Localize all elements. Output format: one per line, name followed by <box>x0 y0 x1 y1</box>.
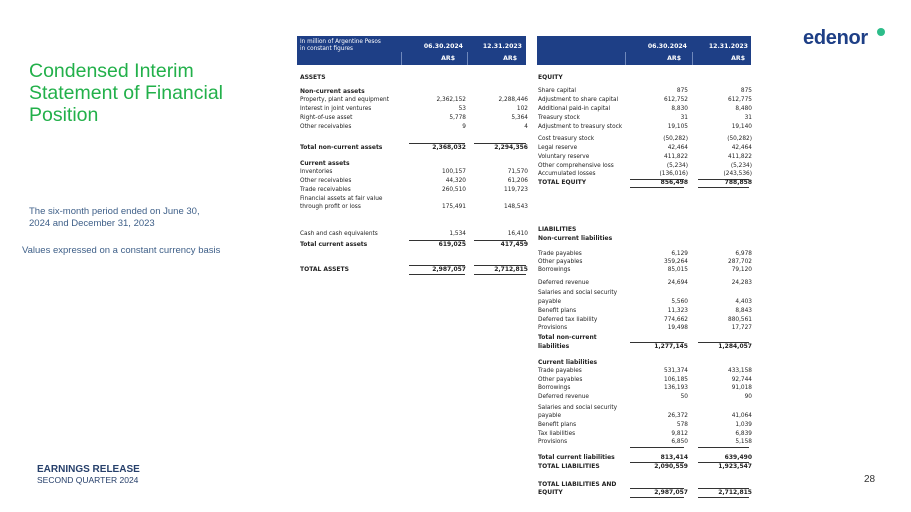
row-value-prior: 31 <box>744 115 752 121</box>
row-label: Current assets <box>300 160 350 167</box>
row-value-current: 774,662 <box>664 317 688 323</box>
row-value-current: 44,320 <box>445 178 466 184</box>
row-label: Other comprehensive loss <box>538 163 614 169</box>
row-label: Benefit plans <box>538 422 577 428</box>
row-value-prior: 119,723 <box>504 187 528 193</box>
row-value-prior: 4 <box>524 124 528 130</box>
row-value-current: (5,234) <box>666 163 688 169</box>
table-row <box>300 230 528 239</box>
row-value-current: 31 <box>680 115 688 121</box>
table-row <box>300 114 528 123</box>
row-label: Financial assets at fair value <box>300 196 383 202</box>
total-rule <box>409 265 465 266</box>
row-label: Cash and cash equivalents <box>300 231 378 237</box>
table-row <box>538 453 752 462</box>
row-value-current: 19,105 <box>667 124 688 130</box>
table-row <box>538 279 752 288</box>
row-value-prior: 17,727 <box>731 325 752 331</box>
row-value-current: 411,822 <box>664 154 688 160</box>
table-row <box>300 123 528 132</box>
table-row <box>538 393 752 402</box>
logo-dot-icon <box>877 28 885 36</box>
table-row <box>538 225 752 234</box>
row-value-prior: 91,018 <box>731 385 752 391</box>
table-row <box>538 324 752 333</box>
row-value-prior: (243,536) <box>723 171 752 177</box>
row-label: Deferred revenue <box>538 394 589 400</box>
row-label: liabilities <box>538 343 570 350</box>
row-label: Salaries and social security <box>538 405 618 411</box>
row-label: Cost treasury stock <box>538 136 595 142</box>
row-value-current: 85,015 <box>667 267 688 273</box>
row-label: Total current liabilities <box>538 454 615 461</box>
row-label: Treasury stock <box>538 115 580 121</box>
total-rule <box>698 187 749 188</box>
row-label: Trade receivables <box>300 187 351 193</box>
row-value-current: 2,368,032 <box>432 144 466 151</box>
row-value-prior: 41,064 <box>731 413 752 419</box>
row-label: ASSETS <box>300 74 326 81</box>
row-value-prior: 71,570 <box>507 169 528 175</box>
equity-table-header <box>537 36 751 65</box>
page-number: 28 <box>864 474 876 485</box>
table-row <box>300 177 528 186</box>
row-value-current: 106,185 <box>664 377 688 383</box>
row-label: Adjustment to treasury stock <box>538 124 623 130</box>
row-value-prior: 24,283 <box>731 280 752 286</box>
row-value-current: 9,812 <box>671 431 688 437</box>
period-note: The six-month period ended on June 30, 2024 and December 31, 2023 <box>29 206 200 229</box>
table-row <box>300 265 528 274</box>
row-value-prior: 612,775 <box>728 97 752 103</box>
row-value-prior: 1,284,057 <box>718 343 752 350</box>
row-value-prior: 92,744 <box>731 377 752 383</box>
row-value-current: 2,362,152 <box>436 97 466 103</box>
row-value-current: 136,193 <box>664 385 688 391</box>
row-value-current: 1,534 <box>449 231 466 237</box>
row-label: Borrowings <box>538 385 571 391</box>
total-rule <box>409 240 465 241</box>
row-value-current: 50 <box>680 394 688 400</box>
row-label: Other receivables <box>300 178 352 184</box>
assets-date-col-1: 06.30.2024 <box>423 43 463 50</box>
row-value-current: 24,694 <box>667 280 688 286</box>
row-label: Legal reserve <box>538 145 578 151</box>
row-label: TOTAL LIABILITIES <box>538 463 600 470</box>
table-row <box>538 384 752 393</box>
row-label: Current liabilities <box>538 359 598 366</box>
row-label: TOTAL LIABILITIES AND <box>538 481 617 488</box>
table-row <box>538 412 752 421</box>
table-row <box>538 178 752 187</box>
row-label: EQUITY <box>538 489 563 496</box>
row-label: Borrowings <box>538 267 571 273</box>
row-value-current: 6,850 <box>671 439 688 445</box>
row-value-prior: 2,712,815 <box>494 266 528 273</box>
row-label: Property, plant and equipment <box>300 97 389 103</box>
logo-text: edenor <box>803 27 868 49</box>
row-value-current: 2,987,057 <box>432 266 466 273</box>
table-row <box>538 307 752 316</box>
table-row <box>538 144 752 153</box>
row-value-current: 100,157 <box>442 169 466 175</box>
row-label: Provisions <box>538 325 568 331</box>
row-value-prior: 42,464 <box>731 145 752 151</box>
row-label: Deferred revenue <box>538 280 589 286</box>
row-value-prior: 287,702 <box>728 259 752 265</box>
table-row <box>300 96 528 105</box>
row-value-prior: 411,822 <box>728 154 752 160</box>
row-value-prior: (5,234) <box>730 163 752 169</box>
row-value-prior: 2,712,815 <box>718 489 752 496</box>
row-label: Total non-current assets <box>300 144 383 151</box>
total-rule <box>630 342 684 343</box>
total-rule <box>474 143 526 144</box>
assets-table-header <box>297 36 526 65</box>
row-value-prior: 61,206 <box>507 178 528 184</box>
row-label: Non-current liabilities <box>538 235 613 242</box>
row-label: Other payables <box>538 259 583 265</box>
total-rule <box>698 497 749 498</box>
row-value-current: 2,090,559 <box>654 463 688 470</box>
total-rule <box>409 143 465 144</box>
table-row <box>538 87 752 96</box>
table-row <box>538 289 752 298</box>
total-rule <box>698 488 749 489</box>
row-value-current: 19,498 <box>667 325 688 331</box>
row-value-current: 856,498 <box>660 179 688 186</box>
table-row <box>538 135 752 144</box>
row-label: Other payables <box>538 377 583 383</box>
row-value-prior: 417,459 <box>500 241 528 248</box>
row-label: Total non-current <box>538 334 597 341</box>
row-value-current: 175,491 <box>442 204 466 210</box>
table-row <box>538 123 752 132</box>
row-value-prior: 4,403 <box>735 299 752 305</box>
page-title: Condensed Interim Statement of Financial Position <box>29 60 224 126</box>
table-row <box>300 87 528 96</box>
row-value-prior: 788,858 <box>724 179 752 186</box>
assets-currency-col-2: AR$ <box>503 55 517 62</box>
row-value-prior: 433,158 <box>728 368 752 374</box>
row-value-current: 1,277,145 <box>654 343 688 350</box>
row-label: Interest in joint ventures <box>300 106 372 112</box>
table-row <box>300 186 528 195</box>
row-label: TOTAL ASSETS <box>300 266 349 273</box>
total-rule <box>630 447 684 448</box>
row-value-current: 11,323 <box>667 308 688 314</box>
row-value-prior: 102 <box>516 106 528 112</box>
row-label: Voluntary reserve <box>538 154 590 160</box>
row-value-prior: 2,294,356 <box>494 144 528 151</box>
table-row <box>300 240 528 249</box>
row-value-current: 578 <box>676 422 688 428</box>
row-value-prior: 1,923,547 <box>718 463 752 470</box>
row-value-prior: 875 <box>740 88 752 94</box>
row-label: EQUITY <box>538 74 563 81</box>
row-value-current: (136,016) <box>659 171 688 177</box>
table-row <box>538 266 752 275</box>
row-label: Benefit plans <box>538 308 577 314</box>
row-value-prior: 6,978 <box>735 251 752 257</box>
table-row <box>538 153 752 162</box>
row-value-current: 5,778 <box>449 115 466 121</box>
equity-date-col-1: 06.30.2024 <box>647 43 687 50</box>
row-value-current: 2,987,057 <box>654 489 688 496</box>
row-label: Salaries and social security <box>538 290 618 296</box>
row-value-prior: 8,480 <box>735 106 752 112</box>
equity-currency-col-1: AR$ <box>667 55 681 62</box>
table-row <box>538 114 752 123</box>
total-rule <box>698 447 749 448</box>
row-label: payable <box>538 413 562 419</box>
total-rule <box>474 265 526 266</box>
row-label: Other receivables <box>300 124 352 130</box>
row-value-current: 619,025 <box>438 241 466 248</box>
table-row <box>300 105 528 114</box>
row-value-current: 5,560 <box>671 299 688 305</box>
total-rule <box>698 342 749 343</box>
row-label: Tax liabilities <box>538 431 576 437</box>
table-row <box>300 168 528 177</box>
assets-date-col-2: 12.31.2023 <box>482 43 522 50</box>
row-label: Trade payables <box>538 251 582 257</box>
table-row <box>538 333 752 342</box>
row-value-prior: 1,039 <box>735 422 752 428</box>
table-row <box>538 105 752 114</box>
total-rule <box>409 274 465 275</box>
row-value-prior: 19,140 <box>731 124 752 130</box>
row-value-current: 42,464 <box>667 145 688 151</box>
row-label: Right-of-use asset <box>300 115 353 121</box>
table-caption <box>300 39 410 53</box>
row-label: TOTAL EQUITY <box>538 179 587 186</box>
table-row <box>538 96 752 105</box>
row-value-prior: 8,843 <box>735 308 752 314</box>
table-row <box>538 438 752 447</box>
row-value-prior: 5,364 <box>511 115 528 121</box>
table-row <box>300 203 528 212</box>
row-value-current: 53 <box>458 106 466 112</box>
total-rule <box>630 488 684 489</box>
row-label: LIABILITIES <box>538 226 577 233</box>
row-value-prior: 880,561 <box>728 317 752 323</box>
row-value-current: 813,414 <box>660 454 688 461</box>
row-value-current: 260,510 <box>442 187 466 193</box>
row-value-current: 612,752 <box>664 97 688 103</box>
total-rule <box>630 187 684 188</box>
row-label: through profit or loss <box>300 204 361 210</box>
table-row <box>300 143 528 152</box>
table-row <box>538 462 752 471</box>
row-value-prior: 148,543 <box>504 204 528 210</box>
row-value-prior: 90 <box>744 394 752 400</box>
row-label: Non-current assets <box>300 88 365 95</box>
row-label: Adjustment to share capital <box>538 97 619 103</box>
row-label: Accumulated losses <box>538 171 596 177</box>
row-value-prior: 5,158 <box>735 439 752 445</box>
caption-line-2: in constant figures <box>300 46 353 52</box>
row-label: Provisions <box>538 439 568 445</box>
table-row <box>300 73 528 82</box>
caption-line-1: In million of Argentine Pesos <box>300 39 381 45</box>
table-row <box>538 421 752 430</box>
table-row <box>538 367 752 376</box>
table-row <box>538 358 752 367</box>
table-row <box>300 159 528 168</box>
row-value-prior: 16,410 <box>507 231 528 237</box>
row-value-prior: 639,490 <box>724 454 752 461</box>
row-label: payable <box>538 299 562 305</box>
row-value-current: 9 <box>462 124 466 130</box>
row-value-current: 6,129 <box>671 251 688 257</box>
table-row <box>538 234 752 243</box>
earnings-release-label <box>37 464 140 485</box>
row-value-current: 8,830 <box>671 106 688 112</box>
row-value-current: 875 <box>676 88 688 94</box>
row-label: Additional paid-in capital <box>538 106 611 112</box>
release-quarter: SECOND QUARTER 2024 <box>37 475 139 485</box>
basis-note: Values expressed on a constant currency basis <box>22 245 221 256</box>
row-label: Inventories <box>300 169 333 175</box>
edenor-logo <box>803 27 868 53</box>
assets-currency-col-1: AR$ <box>441 55 455 62</box>
row-label: Deferred tax liability <box>538 317 598 323</box>
total-rule <box>630 497 684 498</box>
table-row <box>538 298 752 307</box>
release-title: EARNINGS RELEASE <box>37 464 140 475</box>
row-label: Share capital <box>538 88 577 94</box>
row-value-prior: 6,839 <box>735 431 752 437</box>
row-value-prior: 79,120 <box>731 267 752 273</box>
table-row <box>538 342 752 351</box>
row-label: Total current assets <box>300 241 368 248</box>
equity-date-col-2: 12.31.2023 <box>708 43 748 50</box>
total-rule <box>474 274 526 275</box>
row-label: Trade payables <box>538 368 582 374</box>
equity-currency-col-2: AR$ <box>731 55 745 62</box>
row-value-current: 531,374 <box>664 368 688 374</box>
row-value-current: (50,282) <box>663 136 688 142</box>
table-row <box>538 73 752 82</box>
total-rule <box>474 240 526 241</box>
table-row <box>538 488 752 497</box>
row-value-current: 26,372 <box>667 413 688 419</box>
row-value-prior: (50,282) <box>727 136 752 142</box>
row-value-prior: 2,288,446 <box>498 97 528 103</box>
row-value-current: 359,264 <box>664 259 688 265</box>
